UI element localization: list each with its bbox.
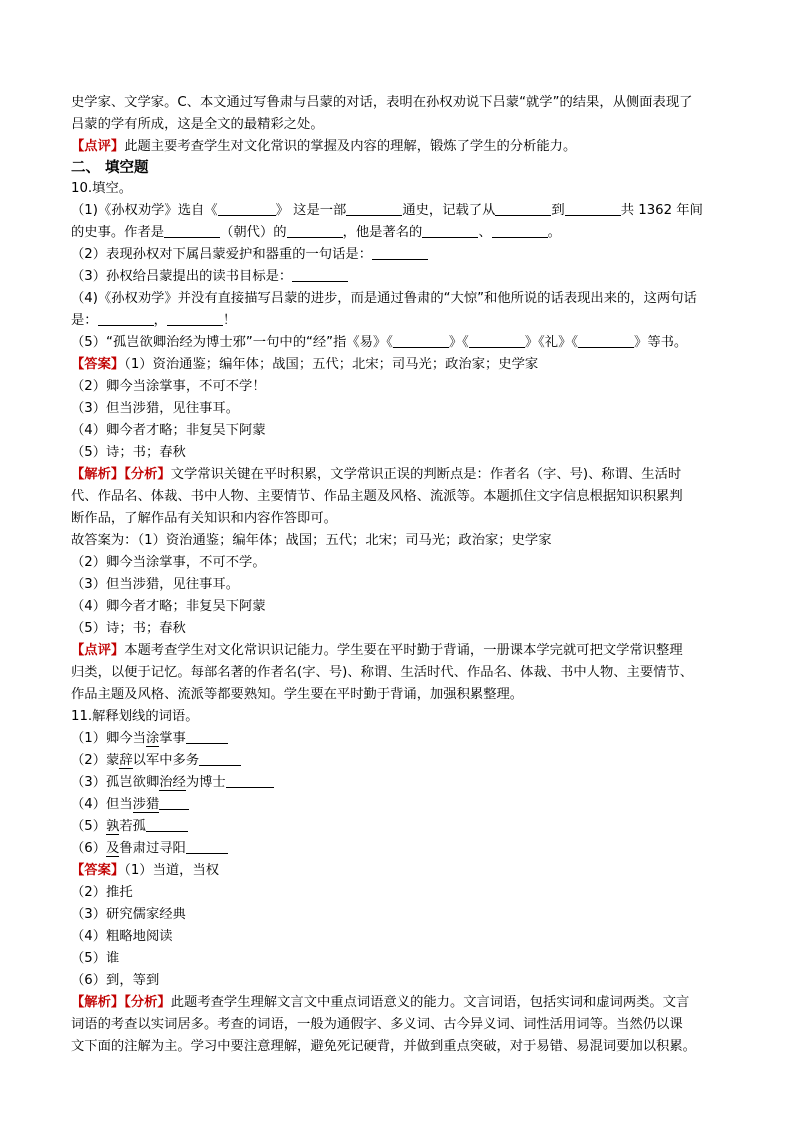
answer-line: （3）但当涉猎，见往事耳。 xyxy=(71,401,240,416)
analysis-line: （2）卿今当涂掌事，不可不学。 xyxy=(71,555,266,570)
question-line: （3）孙权给吕蒙提出的读书目标是： xyxy=(71,267,348,287)
answer-line: （3）研究儒家经典 xyxy=(71,907,186,922)
text-line: 吕蒙的学有所成，这是全文的最精彩之处。 xyxy=(71,117,324,132)
comment-tag: 【点评】 xyxy=(71,139,125,154)
analysis-line: （3）但当涉猎，见往事耳。 xyxy=(71,577,240,592)
analysis-line: 【解析】【分析】文学常识关键在平时积累，文学常识正误的判断点是：作者名（字、号)、称谓、生活时 xyxy=(71,467,682,482)
question-line: （6）及鲁肃过寻阳 xyxy=(71,839,228,859)
comment-line: 【点评】本题考查学生对文化常识识记能力。学生要在平时勤于背诵，一册课本学完就可把文学常识整理 xyxy=(71,643,683,658)
question-line: （4）但当涉猎 xyxy=(71,795,189,815)
underlined-word: 孰 xyxy=(106,819,120,834)
question-line: （2）蒙辞以军中多务 xyxy=(71,751,241,771)
question-title: 10.填空。 xyxy=(71,181,133,196)
analysis-tag: 【解析】【分析】 xyxy=(71,995,171,1010)
question-line: （1)《孙权劝学》选自《 》 这是一部 通史，记载了从 到 共 1362 年间 xyxy=(71,203,703,218)
analysis-line: 【解析】【分析】此题考查学生理解文言文中重点词语意义的能力。文言词语，包括实词和虚词两类。文言 xyxy=(71,995,690,1010)
question-line: 是： ， ！ xyxy=(71,313,237,328)
fill-blank[interactable] xyxy=(469,333,525,348)
comment-tag: 【点评】 xyxy=(71,643,125,658)
question-title: 11.解释划线的词语。 xyxy=(71,709,199,724)
fill-blank[interactable] xyxy=(495,201,551,216)
underlined-word: 治经 xyxy=(159,775,186,790)
question-line: （2）表现孙权对下属吕蒙爱护和器重的一句话是： xyxy=(71,245,428,265)
question-line: 的史事。作者是 （朝代）的 ，他是著名的 、 。 xyxy=(71,225,561,240)
fill-blank[interactable] xyxy=(292,267,348,282)
fill-blank[interactable] xyxy=(393,333,449,348)
fill-blank[interactable] xyxy=(146,817,188,832)
question-line: （5）孰若孤 xyxy=(71,817,188,837)
answer-line: （4）粗略地阅读 xyxy=(71,929,173,944)
answer-line: 【答案】（1）资治通鉴；编年体；战国；五代；北宋；司马光；政治家；史学家 xyxy=(71,357,539,372)
analysis-line: 故答案为：（1）资治通鉴；编年体；战国；五代；北宋；司马光；政治家；史学家 xyxy=(71,533,552,548)
answer-line: （2）推托 xyxy=(71,885,133,900)
fill-blank[interactable] xyxy=(565,201,621,216)
fill-blank[interactable] xyxy=(578,333,634,348)
fill-blank[interactable] xyxy=(186,729,228,744)
underlined-word: 及 xyxy=(106,841,120,856)
text-line: 史学家、文学家。C、本文通过写鲁肃与吕蒙的对话，表明在孙权劝说下吕蒙“就学”的结果，从侧面表现了 xyxy=(71,95,693,110)
fill-blank[interactable] xyxy=(164,223,220,238)
underlined-word: 涉猎 xyxy=(132,797,160,812)
underlined-word: 涂 xyxy=(145,731,160,746)
analysis-line: （4）卿今者才略；非复吴下阿蒙 xyxy=(71,599,266,614)
answer-tag: 【答案】 xyxy=(71,863,125,878)
analysis-line: 代、作品名、体裁、书中人物、主要情节、作品主题及风格、流派等。本题抓住文字信息根据知识积累判 xyxy=(71,489,683,504)
fill-blank[interactable] xyxy=(226,773,274,788)
analysis-line: 词语的考查以实词居多。考查的词语，一般为通假字、多义词、古今异义词、词性活用词等。当然仍以课 xyxy=(71,1017,683,1032)
fill-blank[interactable] xyxy=(98,311,154,326)
answer-line: （5）谁 xyxy=(71,951,120,966)
fill-blank[interactable] xyxy=(186,839,228,854)
fill-blank[interactable] xyxy=(346,201,402,216)
answer-line: （2）卿今当涂掌事，不可不学！ xyxy=(71,379,266,394)
comment-line: 【点评】此题主要考查学生对文化常识的掌握及内容的理解，锻炼了学生的分析能力。 xyxy=(71,139,577,154)
answer-line: （6）到，等到 xyxy=(71,973,160,988)
underlined-word: 辞 xyxy=(119,753,133,768)
section-heading: 二、 填空题 xyxy=(71,160,149,176)
analysis-line: （5）诗；书；春秋 xyxy=(71,621,186,636)
question-line: （5）“孤岂欲卿治经为博士邪”一句中的“经”指《易》《 》《 》《礼》《 》等书。 xyxy=(71,335,688,350)
comment-line: 作品主题及风格、流派等都要熟知。学生要在平时勤于背诵，加强积累整理。 xyxy=(71,687,524,702)
fill-blank[interactable] xyxy=(492,223,548,238)
answer-line: 【答案】（1）当道，当权 xyxy=(71,863,220,878)
analysis-tag: 【解析】【分析】 xyxy=(71,467,171,482)
fill-blank[interactable] xyxy=(422,223,478,238)
analysis-line: 断作品，了解作品有关知识和内容作答即可。 xyxy=(71,511,337,526)
answer-line: （4）卿今者才略；非复吴下阿蒙 xyxy=(71,423,266,438)
answer-tag: 【答案】 xyxy=(71,357,125,372)
fill-blank[interactable] xyxy=(159,795,189,810)
comment-line: 归类，以便于记忆。每部名著的作者名(字、号)、称谓、生活时代、作品名、体裁、书中人物、主要情节、 xyxy=(71,665,694,680)
fill-blank[interactable] xyxy=(218,201,276,216)
question-line: （1）卿今当涂掌事 xyxy=(71,729,228,749)
fill-blank[interactable] xyxy=(199,751,241,766)
fill-blank[interactable] xyxy=(287,223,343,238)
fill-blank[interactable] xyxy=(372,245,428,260)
answer-line: （5）诗；书；春秋 xyxy=(71,445,186,460)
question-line: （3）孤岂欲卿治经为博士 xyxy=(71,773,274,793)
analysis-line: 文下面的注解为主。学习中要注意理解，避免死记硬背，并做到重点突破，对于易错、易混词要加以积累。 xyxy=(71,1039,696,1054)
question-line: （4)《孙权劝学》并没有直接描写吕蒙的进步，而是通过鲁肃的“大惊”和他所说的话表现出来的，这两句话 xyxy=(71,291,697,306)
fill-blank[interactable] xyxy=(167,311,223,326)
